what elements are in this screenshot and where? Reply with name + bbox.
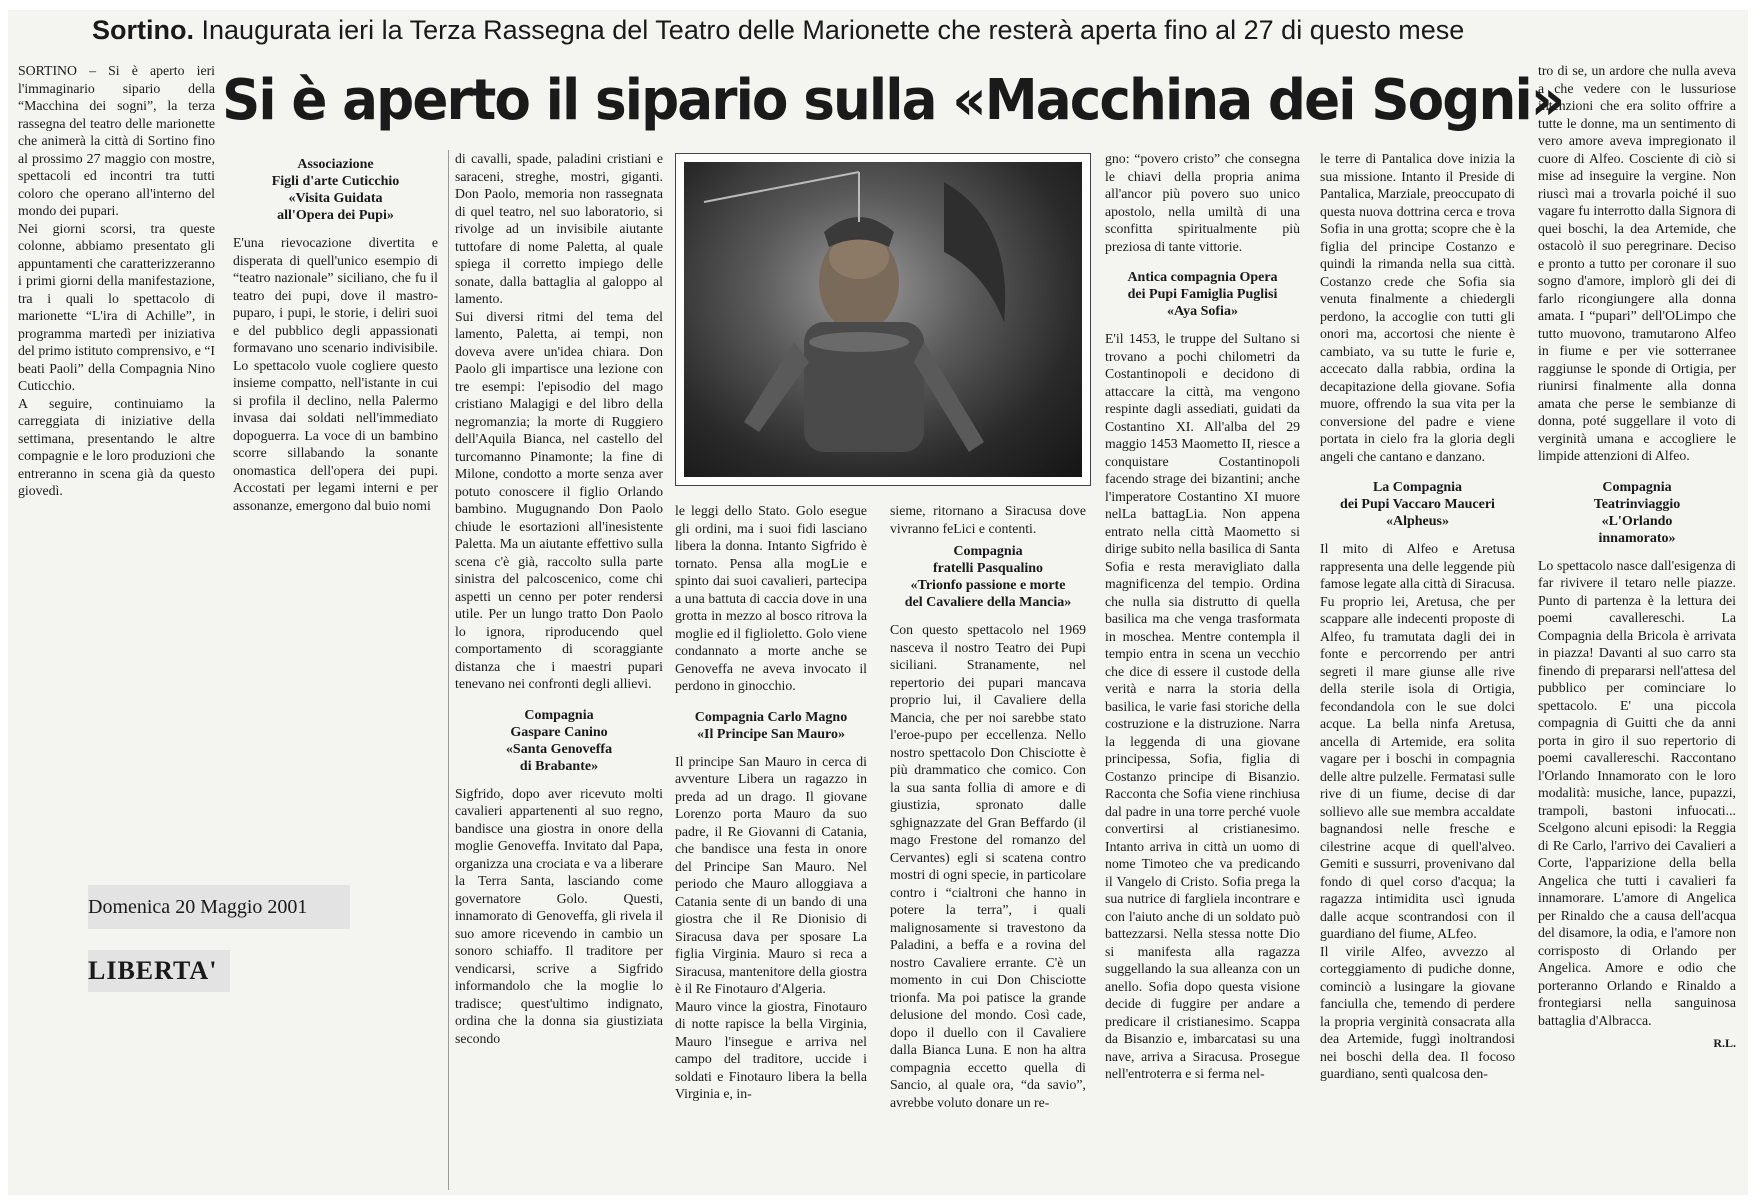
- paragraph: Mauro vince la giostra, Finotauro di notte rapisce la bella Virginia, Mauro l'insegue e arriva nel campo del traditore, uccide i soldati e Finotauro libera la bella Virginia e, in-: [675, 998, 867, 1101]
- section-heading: Associazione Figli d'arte Cuticchio «Visita Guidata all'Opera dei Pupi»: [271, 157, 400, 223]
- kicker-text: Inaugurata ieri la Terza Rassegna del Teatro delle Marionette che resterà aperta fino al 27 di questo mese: [201, 15, 1465, 45]
- paragraph: Il mito di Alfeo e Aretusa rappresenta una delle leggende più famose legate alla città di Siracusa. Fu proprio lei, Aretusa, che per scappare alle indecenti proposte di Alfeo, fu tramutata dagli dei in fonte e percorrendo per antri segreti il mare giunse alle rive della sterile isola di Ortigia, fecondandola con le sue dolci acque. La bella ninfa Aretusa, ancella di Artemide, era solita vagare per i boschi in compagnia delle altre pulzelle. Fermatasi sulle rive di un fiume, decise di dar sollievo alle sue membra accaldate bagnandosi nelle fresche e cilestrine acque di quell'alveo. Gemiti e sussurri, provenivano dal fondo di quel corso d'acqua; la ragazza intimidita uscì ignuda dalle acque scontrandosi con il guardiano del fiume, ALfeo.: [1320, 541, 1515, 941]
- paragraph: Con questo spettacolo nel 1969 nasceva il nostro Teatro dei Pupi siciliani. Stranamente, nel repertorio dei pupari mancava proprio lui, il Cavaliere della Mancia, che per noi sarebbe stato l'eroe-pupo per eccellenza. Nello nostro spettacolo Don Chisciotte è più drammatico che comico. Con la sua santa follia di amore e di giustizia, spronato dalle sghignazzate del Gran Beffardo (il mago Frestone del romanzo del Cervantes) egli si scatena contro mostri di ogni specie, in particolare contro i “cialtroni che hanno in potere la terra”, i quali malignosamente si travestono da Paladini, a beffa e a rovina del nostro Cavaliere errante. C'è un momento in cui Don Chisciotte trionfa. Ma poi patisce la grande delusione del mondo. Così cade, dopo il duello con il Cavaliere dalla Bianca Luna. E non ha altra compagnia eccetto quella di Sancio, al quale ora, “da savio”, avrebbe voluto donare un re-: [890, 622, 1086, 1110]
- column-rule: [448, 150, 449, 1190]
- section-heading: Antica compagnia Opera dei Pupi Famiglia Puglisi «Aya Sofia»: [1127, 270, 1278, 319]
- paragraph: Sui diversi ritmi del tema del lamento, Paletta, ai tempi, non doveva avere un'idea chiara. Don Paolo gli impartisce una lezione con tre esempi: l'episodio del mago cristiano Malagigi e del libro della negromanzia; la morte di Ruggiero dell'Aquila Bianca, nel castello del turcomanno Pinamonte; la fine di Milone, condotto a morte senza aver potuto conoscere il figlio Orlando bambino. Mugugnando Don Paolo chiude le esortazioni all'inesistente Paletta. Ma un aiutante effettivo sulla scena c'è già, raccolto sulla parte sinistra del palcoscenico, come chi aspetti un cenno per poter rendersi utile. Per un lungo tratto Don Paolo lo ignora, riproducendo quel comportamento di scoraggiante distanza che i maestri pupari tenevano nei confronti degli allievi.: [455, 308, 663, 691]
- column-5: [890, 502, 1086, 1190]
- column-1: [18, 62, 215, 557]
- signature: R.L.: [1713, 1036, 1736, 1050]
- section-heading: Compagnia fratelli Pasqualino «Trionfo passione e morte del Cavaliere della Mancia»: [904, 544, 1072, 610]
- kicker-place: Sortino.: [92, 15, 194, 45]
- paragraph: Sigfrido, dopo aver ricevuto molti cavalieri appartenenti al suo regno, bandisce una giostra in onore della moglie Genoveffa. Invitato dal Papa, organizza una crociata e va a liberare la Terra Santa, lasciando come governatore Golo. Questi, innamorato di Genoveffa, gli rivela il suo amore ricevendo in cambio un sonoro schiaffo. Il traditore per vendicarsi, scrive a Sigfrido informandolo che la moglie lo tradisce; quest'ultimo indignato, ordina che la donna sia giustiziata secondo: [455, 785, 663, 1046]
- puppet-image: [684, 162, 1082, 477]
- paragraph: A seguire, continuiamo la carreggiata di iniziative della settimana, presentando le altre compagnie e le loro produzioni che entreranno in scena già da questo giovedì.: [18, 395, 215, 498]
- column-7: [1320, 150, 1515, 1190]
- column-8: [1538, 62, 1736, 1190]
- paragraph: tro di se, un ardore che nulla aveva a che vedere con le lussuriose intenzioni che era solito offrire a tutte le donne, ma un sentimento di vero amore aveva impregionato il cuore di Alfeo. Cosciente di ciò si mise ad inseguire la vergine. Non riuscì mai a trovarla poiché il suo vagare fu interrotto dalla Signora di quei boschi, la dea Artemide, che ostacolò il suo peregrinare. Deciso e pronto a tutto per coronare il suo sogno d'amore, implorò gli dei di farlo ricongiungere alla donna amata. I “pupari” dell'OLimpo che tutto muovono, tramutarono Alfeo in fiume e per vie sotterranee raggiunse le sponde di Ortigia, per riunirsi finalmente alla donna amata che perse le sembianze di donna, poté suggellare il voto di verginità umana e accogliere le limpide attenzioni di Alfeo.: [1538, 63, 1736, 463]
- section-heading: La Compagnia dei Pupi Vaccaro Mauceri «Alpheus»: [1340, 480, 1495, 529]
- paragraph: gno: “povero cristo” che consegna le chiavi della propria anima all'ancor più povero suo unico apostolo, nella umiltà di una sconfitta spiritualmente più preziosa di tante vittorie.: [1105, 151, 1300, 254]
- paragraph: Lo spettacolo nasce dall'esigenza di far rivivere il tetaro nelle piazze. Punto di partenza è la lettura dei poemi cavallereschi. La Compagnia della Bricola è arrivata in piazza! Davanti al suo carro sta finendo di prepararsi nell'attesa del pubblico per cominciare lo spettacolo. E' una piccola compagnia di Guitti che da anni porta in giro il suo repertorio di poemi cavallereschi. Raccontano l'Orlando Innamorato con le loro modalità: musiche, lance, pupazzi, trampoli, bastoni infuocati... Scelgono alcuni episodi: la Reggia di Re Carlo, l'arrivo dei Cavalieri a Corte, l'apparizione della bella Angelica che tutti i cavalieri fa innamorare. L'amore di Angelica per Rinaldo che a causa dell'acqua del disamore, la odia, e l'amore non corrisposto di Orlando per Angelica. Amore e odio che porteranno Orlando e Rinaldo a frontegiarsi nella sanguinosa battaglia d'Albracca.: [1538, 557, 1736, 1028]
- paragraph: Il principe San Mauro in cerca di avventure Libera un ragazzo in preda ad un drago. Il giovane Lorenzo porta Mauro da suo padre, il Re Giovanni di Catania, che bandisce una festa in onore del Principe San Mauro. Nel periodo che Mauro alloggiava a Catania sente di un bando di una giostra che il Re Dionisio di Siracusa dava per sposare La figlia Virginia. Mauro si reca a Siracusa, mantenitore della giostra è il Re Finotauro d'Algeria.: [675, 753, 867, 996]
- paragraph: E'il 1453, le truppe del Sultano si trovano a pochi chilometri da Costantinopoli e decidono di attaccare la città, ma vengono respinte dagli assediati, guidati da Costantino XI. All'alba del 29 maggio 1453 Maometto II, riesce a conquistare Costantinopoli facendo strage dei bizantini; anche l'imperatore Costantino XI muore nelLa battagLia. Non appena entrato nella città Maometto si dirige subito nella basilica di Santa Sofia e resta meravigliato dalla magnificenza del tempio. Ordina che nulla sia distrutto di quella basilica ma che venga trasformata in moschea. Mentre contempla il tempio entra in scena un vecchio che dice di essere il custode della verità e narra la storia della basilica, le varie fasi storiche della costruzione e la distruzione. Narra la leggenda di una giovane principessa, Sofia, figlia di Costanzo principe di Bisanzio. Racconta che Sofia viene rinchiusa dal padre in una torre perché vuole convertirsi al cristianesimo. Intanto arriva in città un uomo di nome Timoteo che va predicando il Vangelo di Cristo. Sofia prega la sua nutrice di fargliela incontrare e con l'aiuto anche di un soldato può battezzarsi. Nella stessa notte Dio si manifesta alla ragazza suggellando la sua alleanza con un anello. Sofia dopo questa visione decide di fuggire per andare a predicare il cristianesimo. Scappa da Bisanzio e, imbarcatasi su una nave, arriva a Siracusa. Prosegue nell'entroterra e si ferma nel-: [1105, 331, 1300, 1081]
- photo-puppet: [675, 153, 1091, 486]
- paragraph: sieme, ritornano a Siracusa dove vivranno feLici e contenti.: [890, 503, 1086, 536]
- newspaper-name: LIBERTA': [88, 950, 230, 992]
- paragraph: SORTINO – Si è aperto ieri l'immaginario sipario della “Macchina dei sogni”, la terza rassegna del teatro delle marionette che animerà la città di Sortino fino al prossimo 27 maggio con mostre, spettacoli ed incontri tra tutti coloro che operano all'interno del mondo dei pupari.: [18, 63, 215, 218]
- column-6: [1105, 150, 1300, 1190]
- section-heading: Compagnia Gaspare Canino «Santa Genoveffa di Brabante»: [505, 707, 613, 774]
- paragraph: Nei giorni scorsi, tra queste colonne, abbiamo presentato gli appuntamenti che caratterizzeranno i primi giorni della manifestazione, tra i quali lo spettacolo di marionette “L'ira di Achille”, in programma martedì per iniziativa del primo istituto comprensivo, e “I beati Paoli” della Compagnia Nino Cuticchio.: [18, 220, 215, 393]
- section-heading: Compagnia Carlo Magno «Il Principe San Mauro»: [694, 709, 848, 742]
- paragraph: le terre di Pantalica dove inizia la sua missione. Intanto il Preside di Pantalica, Marziale, preoccupato di questa nuova dottrina cerca e trova Sofia in una grotta; scopre che è la figlia del principe Costanzo e quindi la rimanda nella sua città. Costanzo crede che Sofia sia venuta finalmente a chiedergli perdono, la accoglie con tutti gli onori ma, accortosi che niente è cambiato, va su tutte le furie e, accecato dalla rabbia, ordina la decapitazione della giovane. Sofia muore, offrendo la sua vita per la conversione del padre e viene portata in cielo fra la gloria degli angeli che cantano e danzano.: [1320, 151, 1515, 464]
- headline: Si è aperto il sipario sulla «Macchina dei Sogni»: [222, 68, 1564, 133]
- section-heading: Compagnia Teatrinviaggio «L'Orlando innamorato»: [1593, 479, 1681, 546]
- paragraph: E'una rievocazione divertita e disperata di quell'unico esempio di “teatro nazionale” siciliano, che fu il teatro dei pupi, dove il mastro-puparo, i pupi, le storie, i deliri suoi e del pubblico degli appassionati formavano uno scenario indivisibile. Lo spettacolo vuole cogliere questo insieme compatto, nell'istante in cui si profila il declino, nella Palermo invasa dai soldati nell'immediato dopoguerra. La voce di un bambino scorre sillabando la sonante onomastica dell'opera dei pupi. Accostati per legami interni e per assonanze, emergono dal buio nomi: [233, 235, 438, 513]
- paragraph: di cavalli, spade, paladini cristiani e saraceni, streghe, mostri, giganti. Don Paolo, memoria non rassegnata di quel teatro, nel suo laboratorio, si rivolge ad un invisibile aiutante tuttofare di nome Paletta, al quale spiega il corretto impiego delle sonate, dalla battaglia al galoppo al lamento.: [455, 151, 663, 306]
- dateline: Domenica 20 Maggio 2001: [88, 885, 350, 929]
- column-4: [675, 502, 867, 1190]
- column-3: [455, 150, 663, 1190]
- paragraph: Il virile Alfeo, avvezzo al corteggiamento di pudiche donne, cominciò a lusingare la giovane fanciulla che, temendo di perdere la propria verginità consacrata alla dea Artemide, fuggì inoltrandosi nei boschi della dea. Il focoso guardiano, sentì qualcosa den-: [1320, 943, 1515, 1081]
- paragraph: le leggi dello Stato. Golo esegue gli ordini, ma i suoi fidi lasciano libera la donna. Intanto Sigfrido è tornato. Pensa alla mogLie e spinto dai suoi cavalieri, partecipa a una battuta di caccia dove in una grotta in mezzo al bosco ritrova la moglie ed il figlioletto. Golo viene condannato a morte anche se Genoveffa ne aveva invocato il perdono in ginocchio.: [675, 503, 867, 693]
- column-2: [233, 150, 438, 560]
- kicker: [8, 10, 1748, 50]
